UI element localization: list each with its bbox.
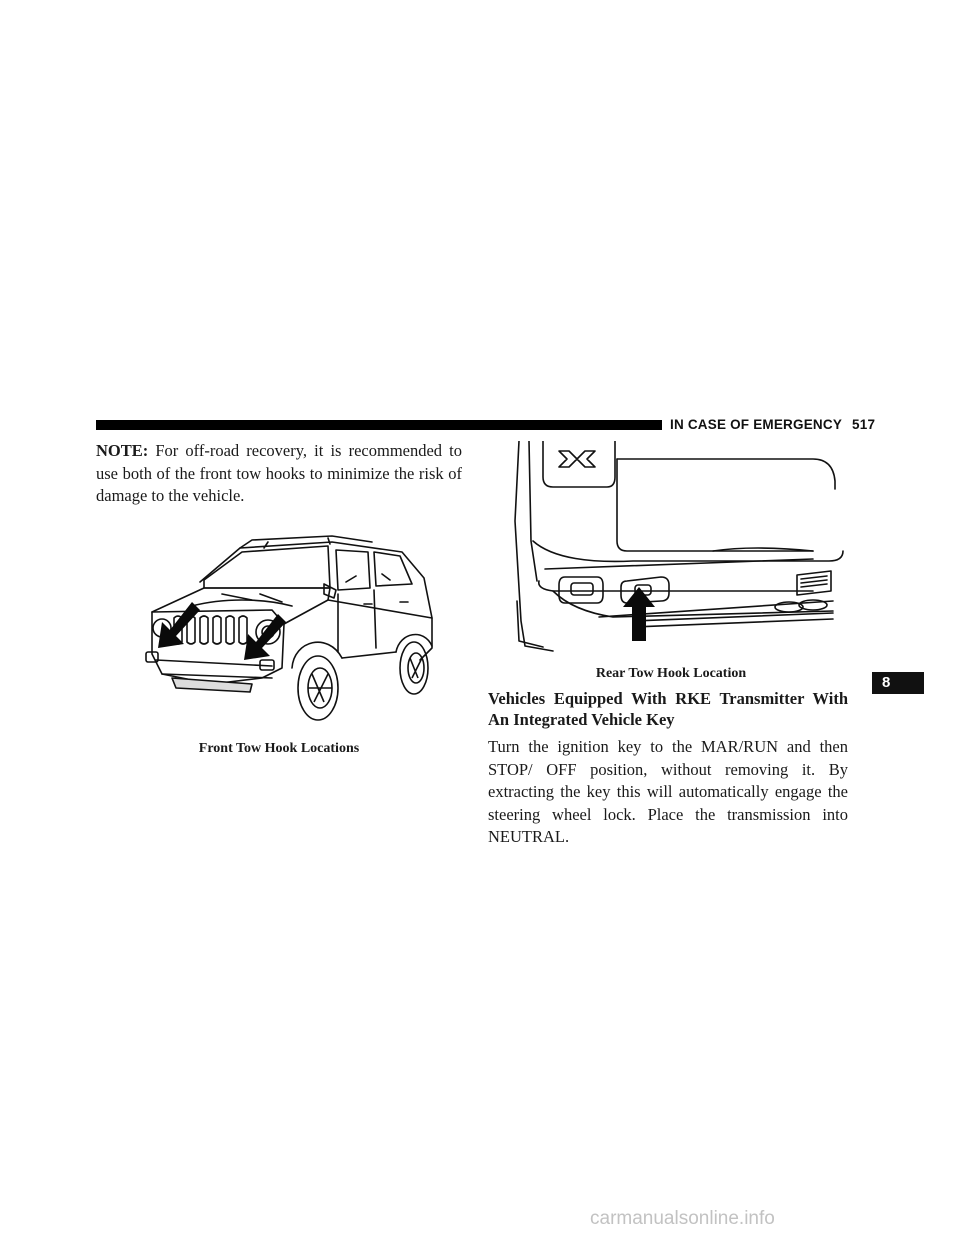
running-header	[670, 417, 875, 432]
header-rule	[96, 420, 662, 430]
rear-figure-caption: Rear Tow Hook Location	[595, 666, 747, 681]
note-paragraph	[96, 440, 462, 508]
watermark: carmanualsonline.info	[590, 1208, 775, 1229]
section-title: IN CASE OF EMERGENCY	[670, 417, 843, 432]
front-figure-caption: Front Tow Hook Locations	[198, 741, 360, 756]
front-tow-hook-illustration	[132, 528, 442, 724]
rear-tow-hook-illustration	[513, 441, 844, 652]
chapter-tab: 8	[872, 672, 924, 694]
note-label: NOTE:	[96, 441, 149, 460]
section-heading: Vehicles Equipped With RKE Transmitter With An Integrated Vehicle Key	[488, 689, 848, 729]
page-number: 517	[852, 417, 876, 432]
tow-hook-arrow-icon	[158, 602, 200, 648]
body-paragraph: Turn the ignition key to the MAR/RUN and then STOP/ OFF position, without removing it. By extracting the key this will automatically engage the steering wheel lock. Place the transmission into NEUTRAL.	[488, 737, 848, 846]
note-text: For off-road recovery, it is recommended to use both of the front tow hooks to minimize the risk of damage to the vehicle.	[96, 441, 462, 505]
